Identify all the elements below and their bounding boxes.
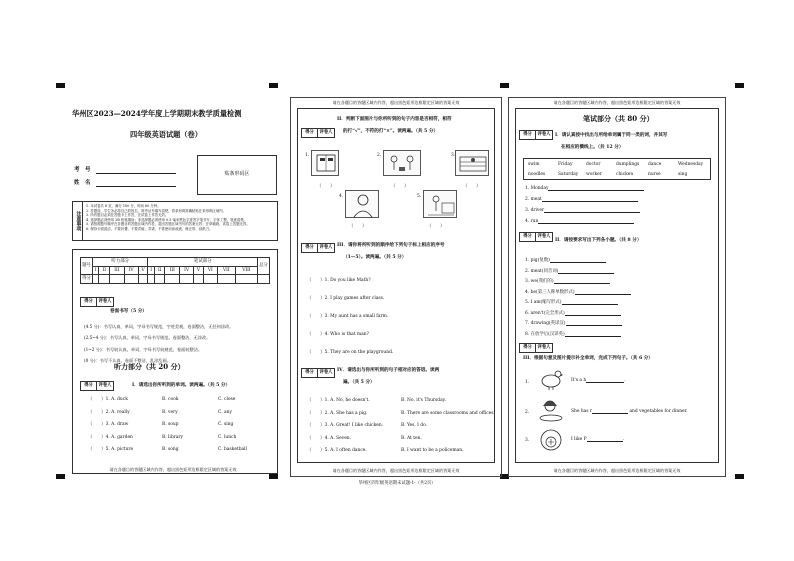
- w-q2-item: [525, 311, 621, 316]
- w-q1-word: 1. Monday: [525, 186, 549, 191]
- score-cell[interactable]: [165, 275, 180, 284]
- q4-option-b: B. No, it's Thursday.: [401, 398, 446, 403]
- sentence-tail: and vegetables for dinner.: [629, 409, 688, 414]
- picture-number: 5.: [417, 194, 422, 199]
- w-q1-item: [525, 186, 644, 191]
- q4-item: （ ）5. A. I often dance.: [307, 448, 367, 453]
- score-cell[interactable]: [203, 275, 217, 284]
- score-table-numeral: I: [148, 266, 154, 275]
- attention-box: [72, 201, 278, 241]
- q2-title-line2: 的打“√”，不符的打“×”。读两遍。（共 5 分）: [343, 129, 439, 134]
- handwriting-rule: (2.5~4 分)：书写认真，单词，字母书写规范，卷面整洁，无涂改。: [84, 335, 211, 341]
- barcode-area: [197, 155, 277, 195]
- w-q2-item: [525, 258, 606, 263]
- q3-item: （ ）2. I play games after class.: [307, 296, 385, 301]
- score-table-numeral: IV: [180, 266, 194, 275]
- q4-title-line1: IV．请选出与你所听到的句子相对应的答语。读两: [337, 368, 440, 373]
- q4-item: （ ）3. A. Great! I like chicken.: [307, 423, 384, 428]
- grader-score-label: 得分: [302, 129, 318, 137]
- word-bank-word[interactable]: worker: [586, 172, 602, 177]
- listening-q1-option: C. basketball: [218, 447, 247, 452]
- handwriting-rule: (4.5 分)：书写认真，单词，字母书写规范，字迹美观，卷面整洁，无任何涂改。: [84, 324, 234, 329]
- score-table: [80, 257, 270, 284]
- score-table-numeral: V: [194, 266, 204, 275]
- w-q2-prompt: 5. I am(缩写形式): [525, 300, 562, 305]
- answer-line[interactable]: [565, 311, 621, 316]
- score-cell[interactable]: [110, 275, 125, 284]
- word-bank-word[interactable]: Friday: [558, 162, 573, 167]
- grader-score-label: 得分: [520, 233, 536, 241]
- q4-item: （ ）4. A. Seven.: [307, 435, 352, 441]
- listening-q1-option: C. sing: [218, 422, 234, 427]
- word-bank-word[interactable]: dance: [648, 162, 662, 167]
- q3-item: （ ）5. They are on the playground.: [307, 350, 394, 355]
- listening-title: 听力部分（共 20 分）: [114, 362, 185, 371]
- score-cell[interactable]: [154, 275, 165, 284]
- answer-line[interactable]: [554, 279, 610, 284]
- picture-number: 1.: [525, 380, 530, 385]
- exam-title: 华州区2023—2024学年度上学期期末教学质量检测: [72, 109, 242, 118]
- score-table-numeral: III: [110, 266, 125, 275]
- answer-line[interactable]: [544, 208, 640, 213]
- barcode-label: 贴条形码区: [224, 171, 250, 178]
- grader-score-label: 得分: [81, 382, 97, 390]
- q4-option-b: B. Yes, I do.: [401, 423, 428, 428]
- answer-area-notice: 请在各题目的答题区域内作答，超出黑色矩形边框限定区域的答案无效: [332, 100, 460, 105]
- answer-line[interactable]: [538, 219, 634, 224]
- answer-line[interactable]: [565, 332, 621, 337]
- listening-q1-option: B. library: [162, 434, 183, 440]
- word-bank-word[interactable]: dumplings: [616, 162, 640, 167]
- w-q1-title-line1: I．请认真按中找出与所给单词属于同一类的词，并其写: [555, 133, 668, 138]
- sentence-text: I like P: [571, 437, 587, 442]
- grader-score-label: 得分: [302, 244, 318, 252]
- kids-playing-picture: [383, 150, 421, 176]
- w-q1-item: [525, 197, 638, 202]
- answer-area-notice: 请在各题目的答题区域内作答，超出黑色矩形边框限定区域的答案无效: [109, 467, 237, 472]
- handwriting-rule: (1~2 分)：书写较认真，单词，字母书写较规范，卷面较整洁。: [84, 346, 203, 352]
- grader-box: [301, 128, 335, 138]
- score-cell[interactable]: [180, 275, 194, 284]
- listening-q1-option: B. soup: [162, 422, 179, 427]
- score-table-numeral: VIII: [235, 266, 257, 275]
- q4-item: （ ）1. A. No, he doesn't.: [307, 398, 370, 403]
- w-q3-title: III．根据句意及图片提示补全单词，完成下列句子。（共 6 分）: [523, 356, 653, 361]
- listening-q1-item: （ ）1. A. duck: [88, 397, 128, 402]
- grader-name-label: 评卷人: [319, 130, 333, 135]
- listening-q1-option: C. any: [218, 409, 232, 415]
- grader-name-label: 评卷人: [319, 370, 333, 375]
- q4-option-b: B. At ten.: [401, 435, 422, 441]
- grader-box: [301, 243, 335, 253]
- exam-no-field[interactable]: [96, 173, 176, 174]
- rule-item: 4. 选择题必须使用 2B 铅笔填涂；非选择题必须使用 0.5 毫米黑色字迹签字笔书写，字体工整、笔迹清楚。: [86, 217, 248, 222]
- grader-box: [519, 343, 553, 353]
- w-q2-prompt: 3. we(我们的): [525, 279, 554, 284]
- w-q3-sentence: [571, 378, 626, 383]
- attention-label: 注意事项: [73, 202, 83, 240]
- listening-q1-option: B. very: [162, 409, 178, 415]
- answer-area-notice: 请在各题目的答题区域内作答，超出黑色矩形边框限定区域的答案无效: [553, 100, 681, 105]
- score-cell[interactable]: [235, 275, 257, 284]
- listening-q1-option: B. cook: [162, 397, 179, 402]
- picture-number: 2.: [525, 410, 530, 415]
- answer-line[interactable]: [566, 321, 622, 326]
- exam-subtitle: 四年级英语试题（卷）: [130, 130, 202, 139]
- grader-name-label: 评卷人: [537, 345, 551, 350]
- w-q2-prompt: 7. drawing(英译汉): [525, 321, 566, 326]
- handwriting-rules: [84, 321, 274, 366]
- word-bank-word[interactable]: noodles: [528, 172, 546, 177]
- w-q2-prompt: 2. meat(同音词): [525, 268, 559, 274]
- word-bank-word[interactable]: chicken: [616, 172, 634, 177]
- w-q1-word: 2. meat: [525, 197, 542, 202]
- q3-item: （ ）4. Who is that man?: [307, 332, 369, 337]
- q4-option-b: B. I want to be a policeman.: [401, 448, 464, 453]
- picture-number: 4.: [339, 194, 344, 199]
- right-column: [508, 97, 726, 477]
- grader-box: [519, 232, 553, 242]
- score-cell[interactable]: [99, 275, 110, 284]
- score-table-header: 题号: [81, 258, 93, 275]
- listening-q1-title: I．请选出你所听到的单词。读两遍。（共 5 分）: [132, 383, 231, 388]
- score-table-numeral: II: [154, 266, 165, 275]
- registration-mark: [735, 83, 744, 88]
- grader-box: [80, 297, 114, 307]
- listening-q1-option: B. song: [162, 447, 179, 452]
- q2-title-line1: II．判断下面图片与你所听到的句子内容是否相符，相符: [337, 117, 452, 122]
- w-q2-item: [525, 300, 618, 305]
- grader-name-label: 评卷人: [537, 234, 551, 239]
- rules-list: [83, 202, 253, 240]
- registration-mark: [735, 474, 744, 479]
- playground-picture: [423, 190, 457, 218]
- listening-q1-option: C. lunch: [218, 434, 237, 440]
- answer-blank[interactable]: （ ）: [427, 224, 445, 229]
- answer-blank[interactable]: （ ）: [317, 184, 335, 189]
- grader-score-label: 得分: [520, 344, 536, 352]
- registration-mark: [56, 83, 65, 88]
- q4-option-b: B. There are some classrooms and offices.: [401, 410, 495, 416]
- listening-q1-item: （ ）4. A. garden: [88, 434, 133, 440]
- w-q3-sentence: [571, 409, 688, 414]
- answer-blank[interactable]: （ ）: [349, 224, 367, 229]
- w-q1-word: 4. run: [525, 219, 539, 224]
- w-q2-title: II．请按要求写出下列各小题。（共 8 分）: [555, 238, 642, 243]
- score-table-numeral: V: [138, 266, 148, 275]
- grader-score-label: 得分: [302, 369, 318, 377]
- answer-line[interactable]: [562, 300, 618, 305]
- q3-item: （ ）3. My aunt has a small farm.: [307, 314, 389, 319]
- q3-title-line2: （1—5）。读两遍。（共 5 分）: [343, 255, 407, 260]
- score-cell[interactable]: [138, 275, 148, 284]
- score-cell[interactable]: [217, 275, 235, 284]
- grader-name-label: 评卷人: [537, 132, 551, 137]
- word-bank-word[interactable]: sing: [678, 172, 688, 177]
- score-cell[interactable]: [258, 275, 270, 284]
- listening-q1-item: （ ）2. A. really: [88, 409, 130, 415]
- q4-title-line2: 遍。（共 5 分）: [343, 380, 375, 385]
- score-table-numeral: VII: [217, 266, 235, 275]
- w-q2-item: [525, 321, 622, 326]
- name-field[interactable]: [96, 186, 176, 187]
- score-table-total: 总分: [258, 258, 270, 275]
- name-label: 姓 名: [74, 180, 91, 186]
- man-picture: [345, 190, 379, 218]
- answer-line[interactable]: [587, 437, 623, 442]
- grader-name-label: 评卷人: [98, 383, 112, 388]
- w-q2-prompt: 1. pig(复数): [525, 258, 550, 263]
- sentence-tail: .: [622, 437, 624, 442]
- word-bank-word[interactable]: Saturday: [558, 172, 579, 177]
- score-table-numeral: VI: [203, 266, 217, 275]
- listening-q1-item: （ ）3. A. draw: [88, 422, 129, 427]
- sentence-text: She has r: [571, 409, 593, 414]
- rule-item: 1. 本试卷共 8 页，满分 100 分，时间 60 分钟。: [86, 204, 161, 208]
- w-q2-item: [525, 269, 614, 274]
- q3-title-line1: III．请你将所听到的顺序给下列句子标上相应的序号: [337, 243, 445, 248]
- w-q1-item: [525, 208, 640, 213]
- farm-picture: [455, 150, 489, 176]
- w-q3-sentence: [571, 437, 624, 442]
- w-q2-prompt: 6. aren't(完全形式): [525, 310, 565, 316]
- answer-area-notice: 请在各题目的答题区域内作答，超出黑色矩形边框限定区域的答案无效: [332, 468, 460, 473]
- registration-mark: [500, 83, 509, 88]
- picture-number: 3.: [525, 438, 530, 443]
- written-title: 笔试部分（共 80 分）: [583, 114, 654, 123]
- book-picture: [311, 150, 339, 176]
- hen-picture: [537, 368, 565, 390]
- girl-dinner-picture: [537, 398, 565, 422]
- rule-item: 3. 所有题目必须在答题卡上作答，在试卷上作答无效。: [86, 213, 169, 218]
- q3-item: （ ）1. Do you like Math?: [307, 278, 371, 283]
- grader-box: [301, 368, 335, 378]
- grader-name-label: 评卷人: [98, 299, 112, 304]
- answer-line[interactable]: [548, 186, 644, 191]
- answer-blank[interactable]: （ ）: [463, 184, 481, 189]
- answer-line[interactable]: [550, 258, 606, 263]
- word-bank-word[interactable]: nurse: [648, 172, 661, 177]
- listening-q1-item: （ ）5. A. picture: [88, 447, 134, 452]
- w-q2-item: [525, 332, 621, 337]
- score-table-numeral: II: [99, 266, 110, 275]
- score-table-listening: 听力部分: [93, 258, 148, 267]
- answer-line[interactable]: [586, 378, 624, 383]
- score-table-numeral: III: [165, 266, 180, 275]
- w-q1-word: 3. driver: [525, 208, 545, 213]
- picture-number: 1.: [305, 153, 310, 158]
- score-table-written: 笔试部分: [148, 258, 258, 267]
- listening-q1-option: C. close: [218, 397, 236, 402]
- picture-number: 3.: [451, 153, 456, 158]
- grader-name-label: 评卷人: [319, 245, 333, 250]
- word-bank-word[interactable]: swim: [528, 162, 540, 167]
- w-q2-item: [525, 290, 631, 295]
- score-cell[interactable]: [124, 275, 138, 284]
- score-table-numeral: I: [93, 266, 99, 275]
- grader-score-label: 得分: [81, 298, 97, 306]
- w-q2-prompt: 8. 在放学后(汉译英): [525, 331, 565, 337]
- w-q2-item: [525, 279, 610, 284]
- page-footer: 华州区四年级英语期末试题-1-（共2页）: [358, 481, 436, 486]
- answer-line[interactable]: [592, 409, 628, 414]
- picture-number: 2.: [377, 153, 382, 158]
- w-q1-item: [525, 219, 634, 224]
- handwriting-rule: (0 分)：书写不认真，卷面不整洁，乱涂乱画。: [84, 358, 171, 364]
- w-q2-prompt: 4. be(第三人称单数形式): [525, 289, 575, 295]
- word-bank-word[interactable]: Wednesday: [678, 162, 704, 167]
- rule-item: 2. 答题前，学生务必将自己的姓名、准考证号填写清楚，将条形码准确粘贴在条形码区域内。: [86, 208, 226, 213]
- rule-item: 5. 请按照题号顺序在各题目的答题区域内作答，超出答题区域书写的答案无效；在草稿纸、试卷上答题无效。: [86, 222, 250, 227]
- pe-picture: [539, 428, 563, 452]
- rule-item: 6. 保持卡面清洁，不要折叠、不要弄破、弄皱，不准使用涂改液、修正带、刮纸刀。: [86, 226, 213, 231]
- grader-box: [80, 381, 114, 391]
- word-bank: [523, 158, 711, 180]
- exam-no-label: 考 号: [74, 167, 91, 173]
- registration-mark: [269, 83, 278, 88]
- answer-area-notice: 请在各题目的答题区域内作答，超出黑色矩形边框限定区域的答案无效: [553, 468, 681, 473]
- score-table-score-label: 得分: [82, 276, 91, 282]
- word-bank-word[interactable]: doctor: [586, 162, 601, 167]
- answer-line[interactable]: [558, 269, 614, 274]
- middle-column: [290, 97, 502, 477]
- q4-item: （ ）2. A. She has a pig.: [307, 410, 368, 416]
- w-q1-title-line2: 在相应的横线上。（共 12 分）: [561, 145, 624, 150]
- sentence-text: It's a h: [571, 378, 587, 383]
- answer-line[interactable]: [542, 197, 638, 202]
- score-cell[interactable]: [194, 275, 204, 284]
- sentence-tail: .: [624, 378, 626, 383]
- answer-blank[interactable]: （ ）: [391, 184, 409, 189]
- answer-line[interactable]: [575, 290, 631, 295]
- grader-score-label: 得分: [520, 131, 536, 139]
- grader-box: [519, 130, 553, 140]
- score-table-numeral: IV: [124, 266, 138, 275]
- handwriting-title: 卷面书写（5 分）: [110, 309, 147, 314]
- left-column: [62, 97, 284, 477]
